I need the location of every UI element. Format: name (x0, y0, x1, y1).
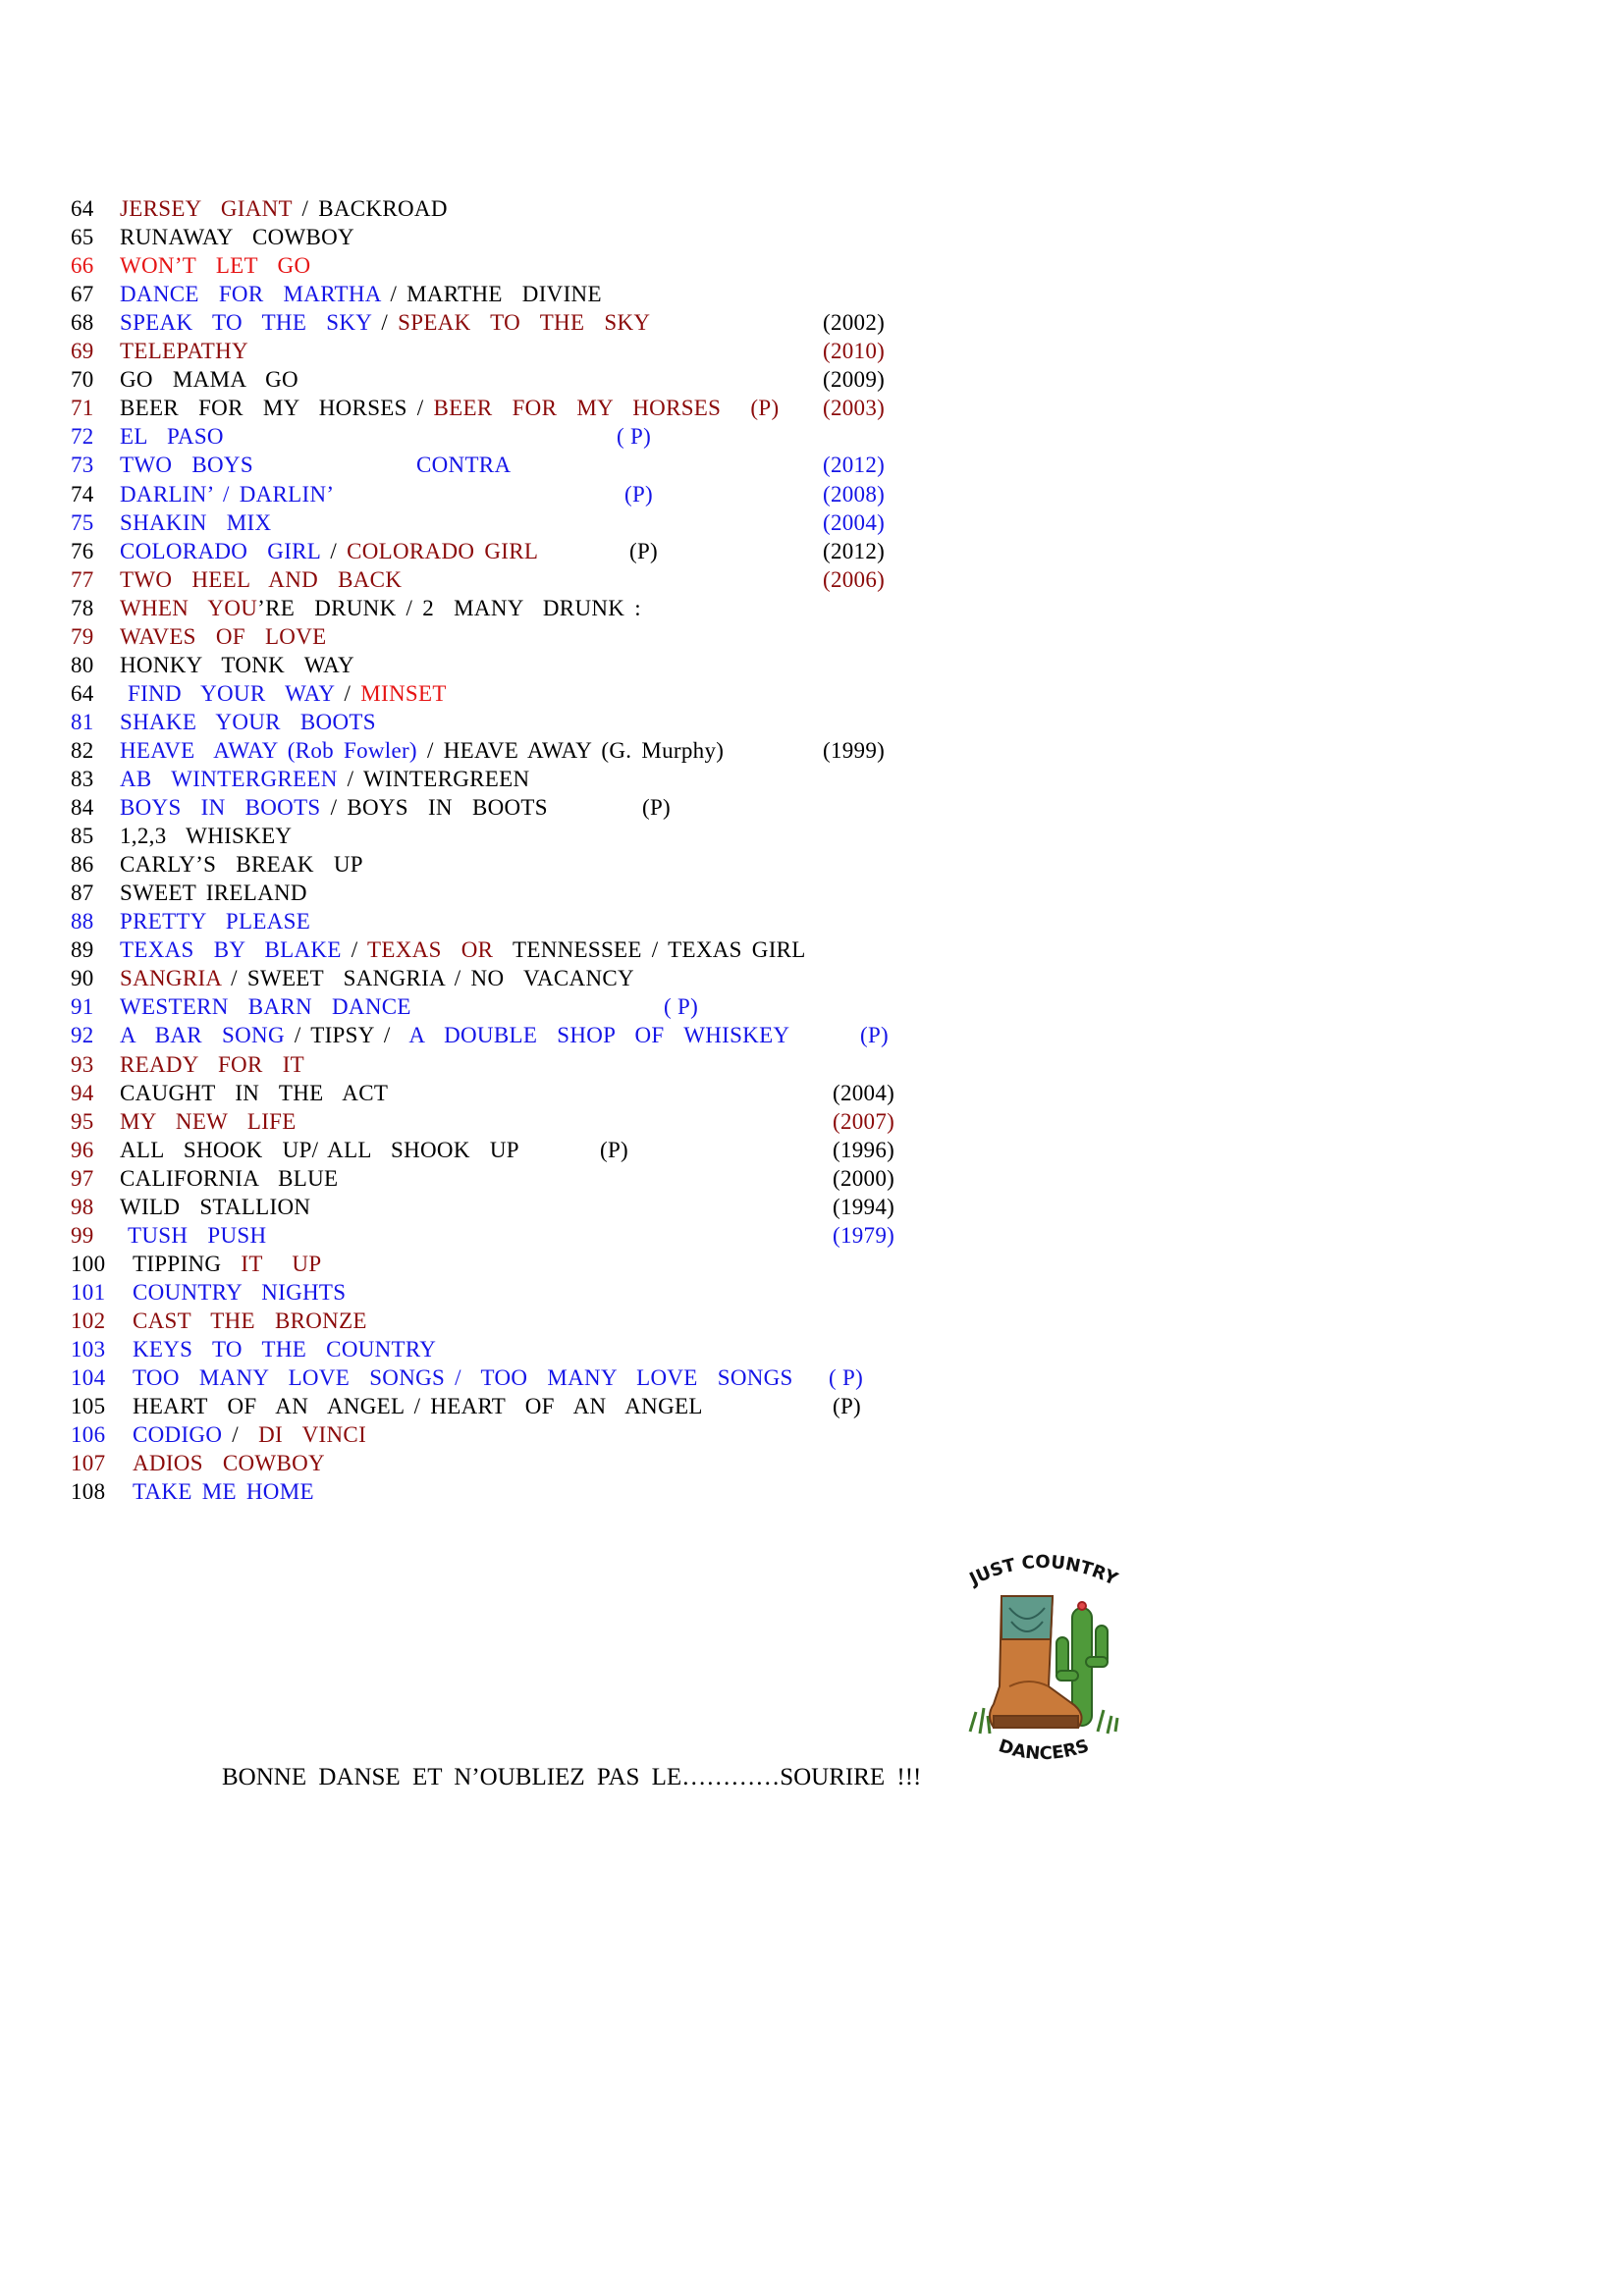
entry-number: 96 (71, 1137, 94, 1162)
entry-title-segment: TENNESSEE / TEXAS GIRL (493, 937, 806, 963)
entry-title (120, 280, 602, 308)
entry-note: CONTRA (416, 453, 512, 478)
entry-note: (P) (624, 481, 654, 507)
entry-title-segment: TOO MANY LOVE SONGS / TOO MANY LOVE SONGS (133, 1365, 793, 1391)
list-item (0, 651, 1624, 679)
list-item (0, 251, 1624, 280)
entry-title (120, 308, 650, 337)
list-item (0, 280, 1624, 308)
entry-number: 69 (71, 339, 94, 364)
entry-number: 106 (71, 1422, 106, 1448)
entry-title-segment: BEER FOR MY HORSES (P) (433, 396, 780, 421)
entry-number: 79 (71, 623, 94, 649)
entry-title-segment: TELEPATHY (120, 339, 248, 364)
list-item (0, 1164, 1624, 1193)
list-item (0, 565, 1624, 594)
entry-title-segment: KEYS TO THE COUNTRY (133, 1337, 437, 1362)
list-item (0, 537, 1624, 565)
entry-title (133, 1307, 367, 1335)
entry-title-segment: COLORADO GIRL (347, 538, 539, 563)
entry-title-segment: CODIGO (133, 1422, 223, 1448)
entry-title (128, 679, 447, 708)
entry-year: (2010) (823, 339, 886, 364)
entry-title (120, 622, 326, 651)
entry-title-segment: / HEAVE AWAY (G. Murphy) (416, 737, 725, 763)
list-item (0, 992, 1624, 1021)
entry-title-segment: ALL SHOOK UP/ ALL SHOOK UP (120, 1137, 519, 1162)
list-item (0, 1335, 1624, 1363)
entry-title (133, 1449, 325, 1477)
entry-title (120, 935, 806, 964)
list-item (0, 508, 1624, 537)
entry-title-segment: / (371, 310, 399, 336)
entry-number: 101 (71, 1279, 106, 1305)
entry-number: 74 (71, 481, 94, 507)
list-item (0, 1021, 1624, 1049)
entry-title (120, 451, 253, 479)
entry-title-segment: FIND YOUR WAY (128, 680, 335, 706)
entry-year: (P) (860, 1023, 890, 1048)
entry-number: 88 (71, 909, 94, 934)
entry-title-segment: CAUGHT IN THE ACT (120, 1080, 389, 1105)
entry-number: 89 (71, 937, 94, 963)
entry-year: (1996) (833, 1137, 895, 1162)
entry-year: (2009) (823, 367, 886, 393)
entry-title-segment: AB WINTERGREEN (120, 767, 338, 791)
entry-title (120, 708, 376, 736)
entry-title-segment: RUNAWAY COWBOY (120, 225, 354, 250)
entry-title (120, 850, 363, 879)
entry-title-segment: / SWEET SANGRIA / NO VACANCY (221, 966, 634, 991)
entry-note: (P) (642, 795, 672, 821)
entry-title (120, 1079, 388, 1107)
list-item (0, 1420, 1624, 1449)
entry-title-segment: WON’T LET GO (120, 253, 311, 279)
entry-number: 99 (71, 1222, 94, 1248)
entry-title (120, 793, 548, 822)
entry-title (133, 1278, 346, 1307)
entry-number: 104 (71, 1365, 106, 1391)
list-item (0, 594, 1624, 622)
entry-number: 102 (71, 1308, 106, 1333)
entry-title-segment: DARLIN’ / DARLIN’ (120, 481, 335, 507)
list-item (0, 1136, 1624, 1164)
list-item (0, 1079, 1624, 1107)
entry-title-segment: WILD STALLION (120, 1194, 311, 1219)
entry-title-segment: CARLY’S BREAK UP (120, 852, 363, 878)
list-item (0, 1193, 1624, 1221)
entry-number: 92 (71, 1023, 94, 1048)
entry-title-segment: COUNTRY NIGHTS (133, 1279, 347, 1305)
entry-number: 100 (71, 1251, 106, 1276)
entry-title-segment: BEER FOR MY HORSES / (120, 396, 434, 421)
entry-number: 107 (71, 1451, 106, 1476)
entry-title (133, 1363, 793, 1392)
entry-title-segment: BOYS IN BOOTS (120, 795, 321, 821)
list-item (0, 935, 1624, 964)
entry-number: 95 (71, 1108, 94, 1134)
entry-title-segment: ’RE DRUNK / 2 MANY DRUNK : (257, 595, 641, 620)
entry-title-segment: HEART OF AN ANGEL / HEART OF AN ANGEL (133, 1394, 703, 1419)
entry-number: 83 (71, 767, 94, 791)
entry-number: 84 (71, 795, 94, 821)
entry-year: (1994) (833, 1194, 895, 1219)
list-item (0, 308, 1624, 337)
entry-number: 76 (71, 538, 94, 563)
entry-year: (2006) (823, 566, 886, 592)
entry-title-segment: MINSET (360, 680, 447, 706)
list-item (0, 365, 1624, 394)
entry-number: 108 (71, 1479, 106, 1505)
entry-title (120, 964, 634, 992)
entry-number: 105 (71, 1394, 106, 1419)
list-item (0, 480, 1624, 508)
entry-title (120, 1050, 304, 1079)
list-item (0, 1278, 1624, 1307)
entry-title-segment: / BOYS IN BOOTS (320, 795, 548, 821)
entry-title-segment: TIPPING (133, 1251, 242, 1276)
logo-top-text: JUST COUNTRY (966, 1551, 1121, 1590)
entry-title-segment: / (334, 680, 361, 706)
entry-number: 75 (71, 509, 94, 535)
logo-bottom-text: DANCERS (996, 1735, 1092, 1765)
entry-title (120, 480, 334, 508)
entry-title-segment: HONKY TONK WAY (120, 652, 354, 677)
entry-title (120, 822, 292, 850)
list-item (0, 223, 1624, 251)
entry-title (133, 1477, 314, 1506)
entry-title-segment: / WINTERGREEN (337, 767, 530, 791)
list-item (0, 822, 1624, 850)
entry-title-segment: SANGRIA (120, 966, 222, 991)
entry-title-segment: / (222, 1422, 259, 1448)
entry-title (120, 394, 779, 422)
entry-title-segment: DI VINCI (258, 1422, 367, 1448)
list-item (0, 850, 1624, 879)
list-item (0, 1250, 1624, 1278)
list-item (0, 907, 1624, 935)
entry-title-segment: / BACKROAD (292, 196, 448, 221)
entry-title-segment: EL PASO (120, 424, 224, 450)
entry-title-segment: TEXAS BY BLAKE (120, 937, 342, 963)
entry-number: 71 (71, 396, 94, 421)
entry-number: 77 (71, 566, 94, 592)
entry-number: 78 (71, 595, 94, 620)
entry-number: 73 (71, 453, 94, 478)
entry-number: 70 (71, 367, 94, 393)
entry-title (120, 879, 307, 907)
list-item (0, 679, 1624, 708)
list-item (0, 1392, 1624, 1420)
logo-graphic (950, 1539, 1135, 1777)
list-item (0, 394, 1624, 422)
entry-title (120, 508, 271, 537)
entry-year: (2008) (823, 481, 886, 507)
entry-note: (P) (600, 1137, 629, 1162)
list-item (0, 1221, 1624, 1250)
entry-title (120, 223, 354, 251)
entry-year: (2012) (823, 453, 886, 478)
entry-title-segment: SWEET IRELAND (120, 881, 307, 906)
entry-title-segment: / (341, 937, 368, 963)
entry-number: 91 (71, 994, 94, 1020)
entry-title-segment: / (320, 538, 348, 563)
entry-title (120, 765, 529, 793)
list-item (0, 1449, 1624, 1477)
entry-number: 80 (71, 652, 94, 677)
list-item (0, 765, 1624, 793)
entry-title (133, 1335, 436, 1363)
footer-message: BONNE DANSE ET N’OUBLIEZ PAS LE…………SOURIRE !!! (222, 1764, 922, 1790)
entry-title-segment: HEAVE AWAY (Rob Fowler) (120, 737, 417, 763)
entry-number: 94 (71, 1080, 94, 1105)
entry-title-segment: A DOUBLE SHOP OF WHISKEY (408, 1023, 790, 1048)
entry-title (120, 1193, 310, 1221)
entry-number: 93 (71, 1051, 94, 1077)
entry-number: 64 (71, 680, 94, 706)
entry-number: 90 (71, 966, 94, 991)
entry-title (133, 1250, 321, 1278)
entry-title (120, 907, 310, 935)
entry-title-segment: / MARTHE DIVINE (380, 282, 602, 307)
entry-title-segment: CAST THE BRONZE (133, 1308, 367, 1333)
entry-year: (P) (833, 1394, 862, 1419)
entry-title (120, 1136, 519, 1164)
entry-title-segment: WHEN YOU (120, 595, 258, 620)
entry-title-segment: / TIPSY / (284, 1023, 409, 1048)
list-item (0, 422, 1624, 451)
entry-title-segment: GO MAMA GO (120, 367, 298, 393)
list-item (0, 1050, 1624, 1079)
list-item (0, 736, 1624, 765)
entry-title-segment: READY FOR IT (120, 1051, 305, 1077)
entry-note: (P) (629, 538, 659, 563)
entry-number: 65 (71, 225, 94, 250)
entry-year: (2012) (823, 538, 886, 563)
entry-title (120, 422, 224, 451)
entry-title (120, 651, 354, 679)
entry-title-segment: TAKE ME HOME (133, 1479, 314, 1505)
entry-title-segment: WESTERN BARN DANCE (120, 994, 411, 1020)
entry-year: (2000) (833, 1165, 895, 1191)
entry-note: ( P) (617, 424, 652, 450)
entry-title (120, 992, 411, 1021)
entry-title-segment: TUSH PUSH (128, 1222, 267, 1248)
list-item (0, 194, 1624, 223)
entry-number: 81 (71, 709, 94, 734)
entry-title-segment: PRETTY PLEASE (120, 909, 311, 934)
entry-title-segment: TWO BOYS (120, 453, 253, 478)
entry-year: (2002) (823, 310, 886, 336)
list-item (0, 1363, 1624, 1392)
entry-title-segment: SPEAK TO THE SKY (398, 310, 651, 336)
entry-title (120, 365, 298, 394)
list-item (0, 451, 1624, 479)
entry-title-segment: ADIOS COWBOY (133, 1451, 325, 1476)
list-item (0, 708, 1624, 736)
entry-number: 98 (71, 1194, 94, 1219)
entry-number: 87 (71, 881, 94, 906)
entry-number: 103 (71, 1337, 106, 1362)
entry-number: 86 (71, 852, 94, 878)
entry-number: 64 (71, 196, 94, 221)
entry-year: (2003) (823, 396, 886, 421)
entry-title (120, 1107, 297, 1136)
entry-title (120, 565, 402, 594)
entry-title (120, 337, 248, 365)
entry-title-segment: SPEAK TO THE SKY (120, 310, 372, 336)
entry-number: 97 (71, 1165, 94, 1191)
entry-title-segment: COLORADO GIRL (120, 538, 321, 563)
list-item (0, 1107, 1624, 1136)
list-item (0, 793, 1624, 822)
entry-year: (2004) (833, 1080, 895, 1105)
entry-note: ( P) (664, 994, 699, 1020)
entry-number: 67 (71, 282, 94, 307)
just-country-dancers-logo (950, 1539, 1135, 1777)
entry-title-segment: IT UP (241, 1251, 322, 1276)
entry-number: 85 (71, 824, 94, 849)
entry-title (133, 1420, 366, 1449)
list-item (0, 622, 1624, 651)
entry-year: (2007) (833, 1108, 895, 1134)
entry-year: (1999) (823, 737, 886, 763)
entry-title (120, 736, 724, 765)
entry-title-segment: JERSEY GIANT (120, 196, 293, 221)
list-item (0, 337, 1624, 365)
entry-year: (2004) (823, 509, 886, 535)
entry-number: 68 (71, 310, 94, 336)
entry-title-segment: A BAR SONG (120, 1023, 285, 1048)
entry-title-segment: SHAKE YOUR BOOTS (120, 709, 376, 734)
entry-title-segment: MY NEW LIFE (120, 1108, 297, 1134)
entry-title-segment: TEXAS OR (367, 937, 494, 963)
entry-title-segment: WAVES OF LOVE (120, 623, 327, 649)
entry-title (120, 1164, 338, 1193)
entry-title-segment: SHAKIN MIX (120, 509, 272, 535)
entry-number: 82 (71, 737, 94, 763)
entry-year: ( P) (829, 1365, 864, 1391)
entry-title-segment: CALIFORNIA BLUE (120, 1165, 339, 1191)
list-item (0, 964, 1624, 992)
entry-title (120, 594, 641, 622)
entry-year: (1979) (833, 1222, 895, 1248)
entry-title-segment: TWO HEEL AND BACK (120, 566, 403, 592)
entry-title (133, 1392, 703, 1420)
list-item (0, 879, 1624, 907)
entry-title (120, 1021, 789, 1049)
entry-number: 72 (71, 424, 94, 450)
entry-title-segment: DANCE FOR MARTHA (120, 282, 381, 307)
entry-title (120, 251, 310, 280)
list-item (0, 1477, 1624, 1506)
entry-number: 66 (71, 253, 94, 279)
entry-title (120, 194, 448, 223)
entry-title (120, 537, 538, 565)
list-item (0, 1307, 1624, 1335)
entry-title (128, 1221, 266, 1250)
entry-title-segment: 1,2,3 WHISKEY (120, 824, 293, 849)
